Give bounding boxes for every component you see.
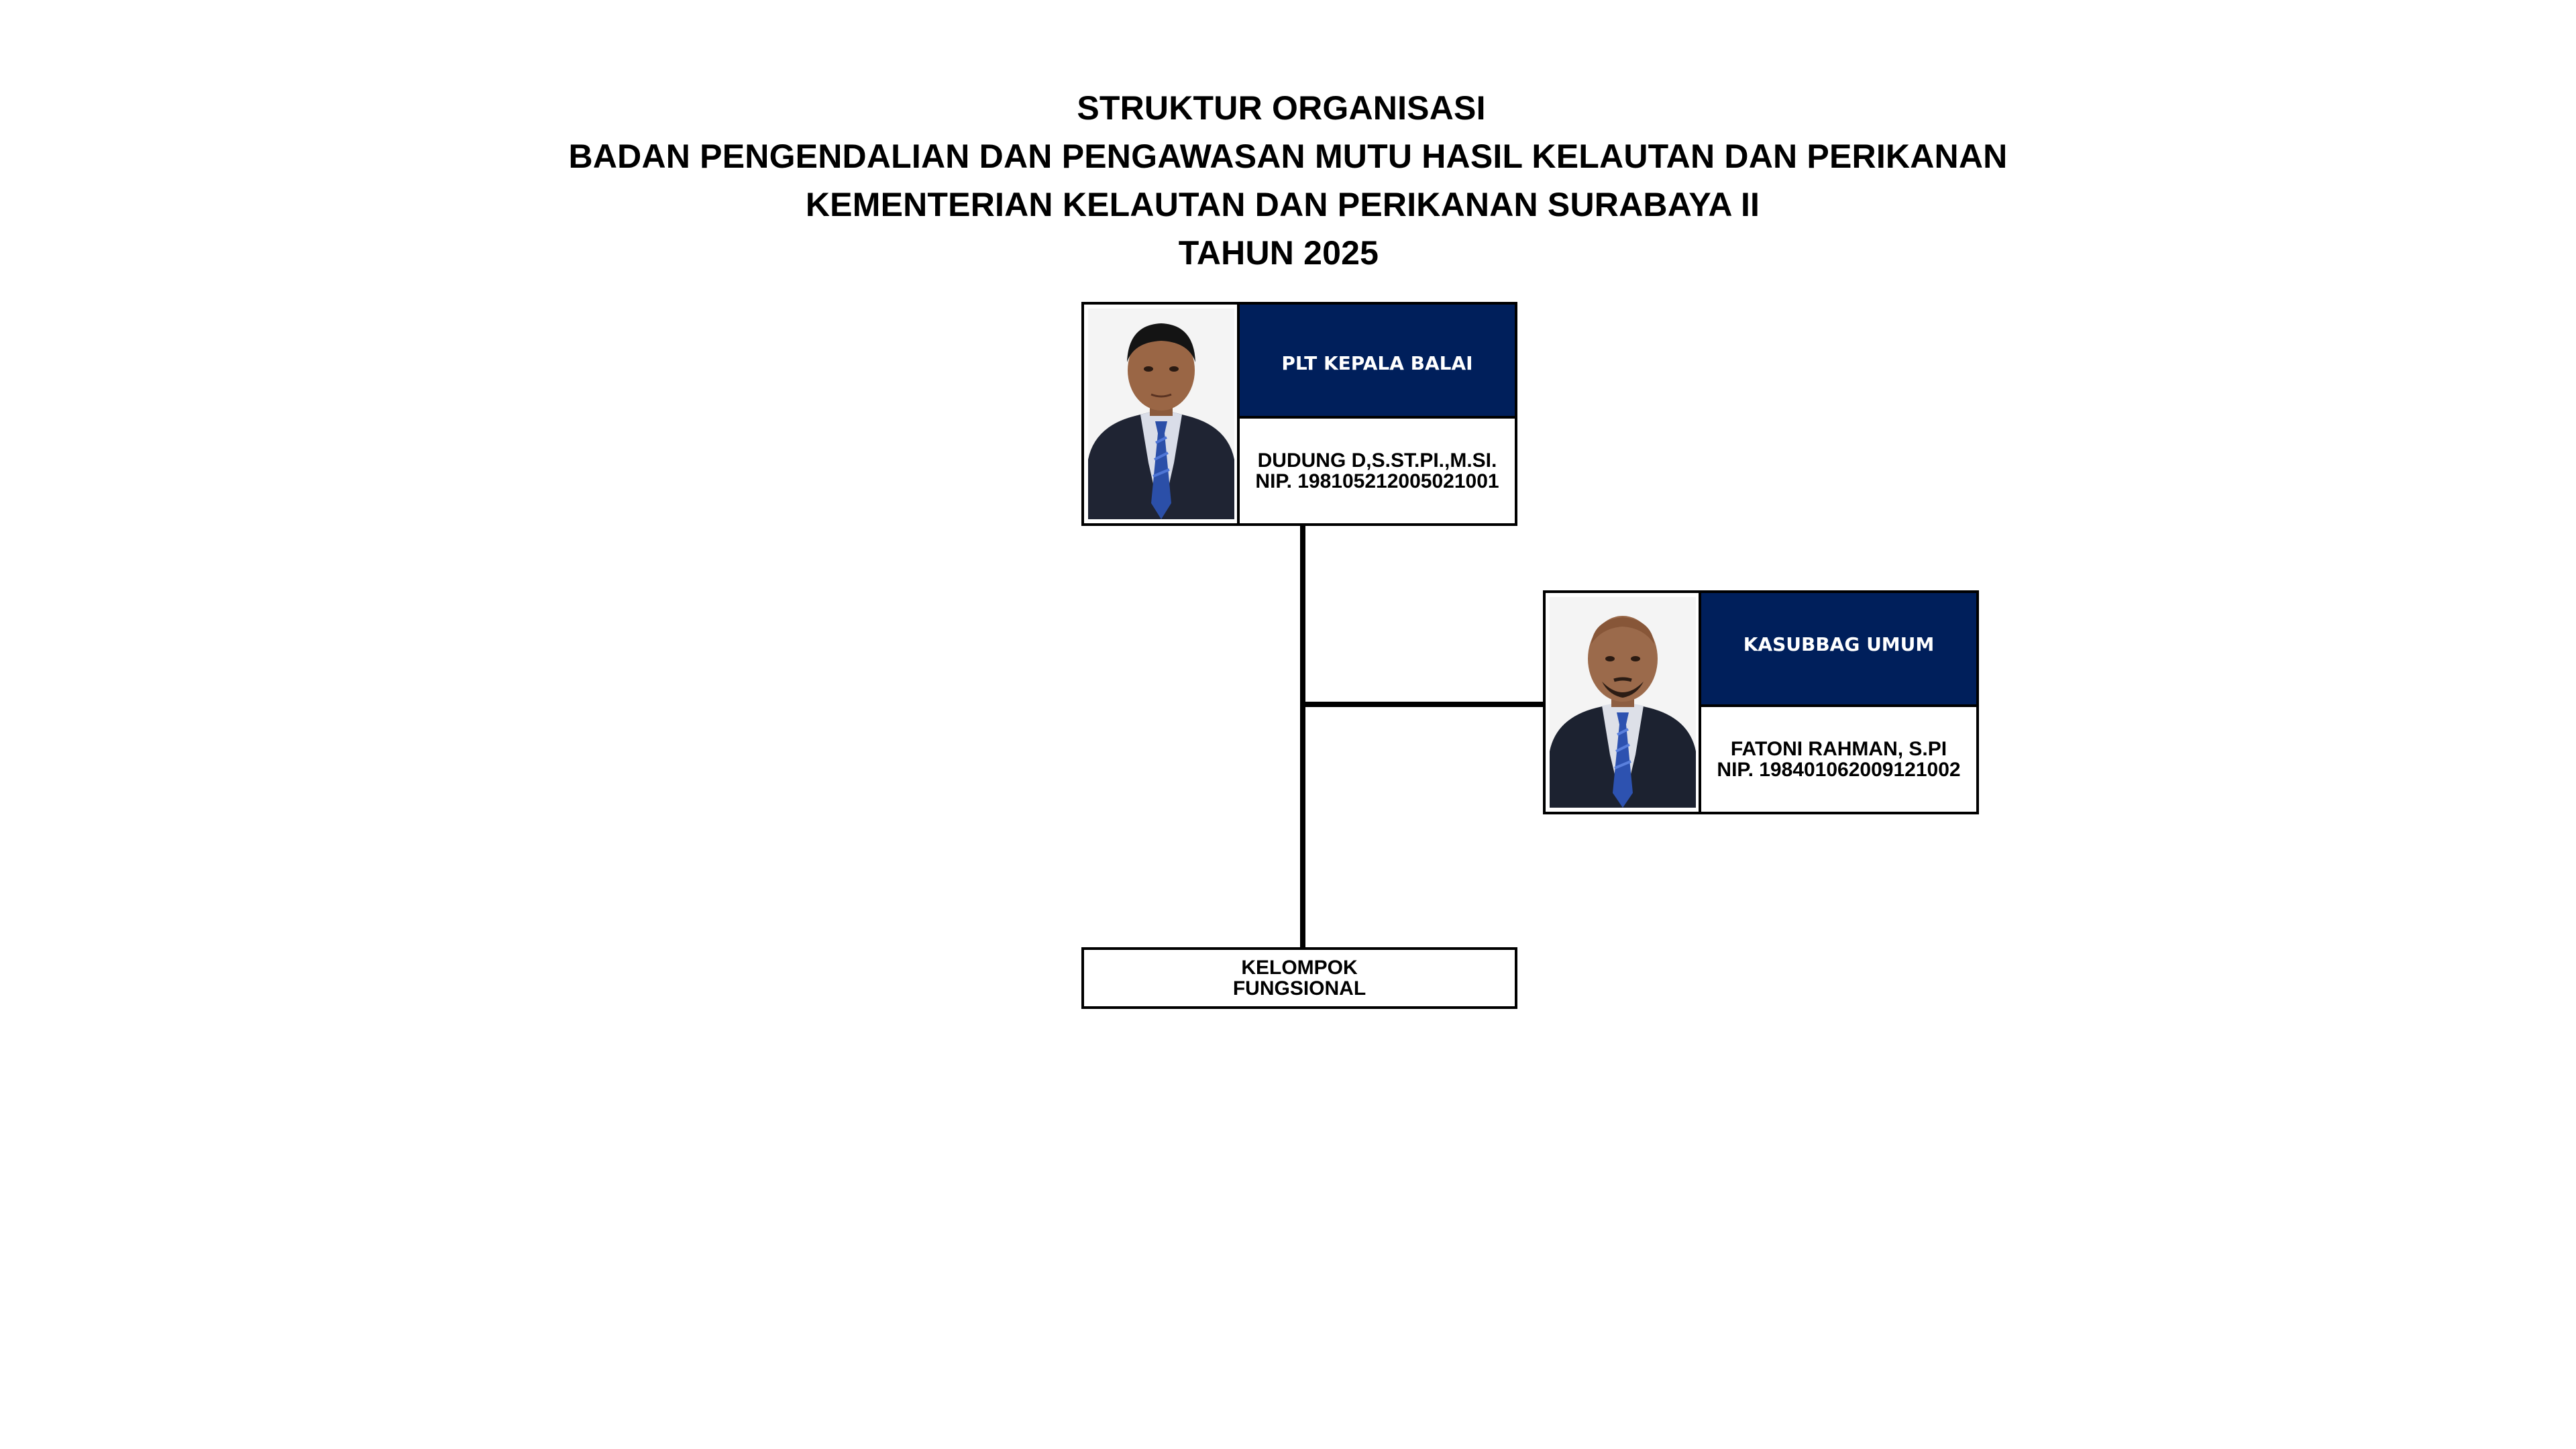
person-info xyxy=(1701,707,1976,812)
person-info xyxy=(1240,419,1515,523)
group-label-line-1: KELOMPOK xyxy=(1241,957,1358,979)
person-nip: NIP. 198105212005021001 xyxy=(1255,470,1499,492)
role-label: KASUBBAG UMUM xyxy=(1743,633,1935,655)
position-card-kepala-balai xyxy=(1081,302,1517,526)
role-header xyxy=(1240,305,1515,416)
person-name: DUDUNG D,S.ST.PI.,M.SI. xyxy=(1257,449,1497,472)
title-line-1: STRUKTUR ORGANISASI xyxy=(1077,89,1486,127)
person-name: FATONI RAHMAN, S.PI xyxy=(1730,738,1947,760)
person-portrait-icon xyxy=(1088,309,1234,519)
role-header xyxy=(1701,593,1976,704)
group-box-kelompok-fungsional xyxy=(1081,947,1517,1009)
connector-horizontal-line xyxy=(1300,702,1544,707)
position-card-kasubbag-umum xyxy=(1543,590,1979,814)
chart-title xyxy=(0,84,2576,277)
title-line-3: KEMENTERIAN KELAUTAN DAN PERIKANAN SURABAYA II xyxy=(805,186,1760,223)
title-line-4: TAHUN 2025 xyxy=(1178,234,1379,272)
person-portrait-icon xyxy=(1550,597,1696,808)
person-nip: NIP. 198401062009121002 xyxy=(1717,759,1961,781)
title-line-2: BADAN PENGENDALIAN DAN PENGAWASAN MUTU HASIL KELAUTAN DAN PERIKANAN xyxy=(568,138,2008,175)
connector-vertical-line xyxy=(1300,526,1305,949)
role-label: PLT KEPALA BALAI xyxy=(1281,352,1473,374)
group-label-line-2: FUNGSIONAL xyxy=(1232,977,1366,1000)
